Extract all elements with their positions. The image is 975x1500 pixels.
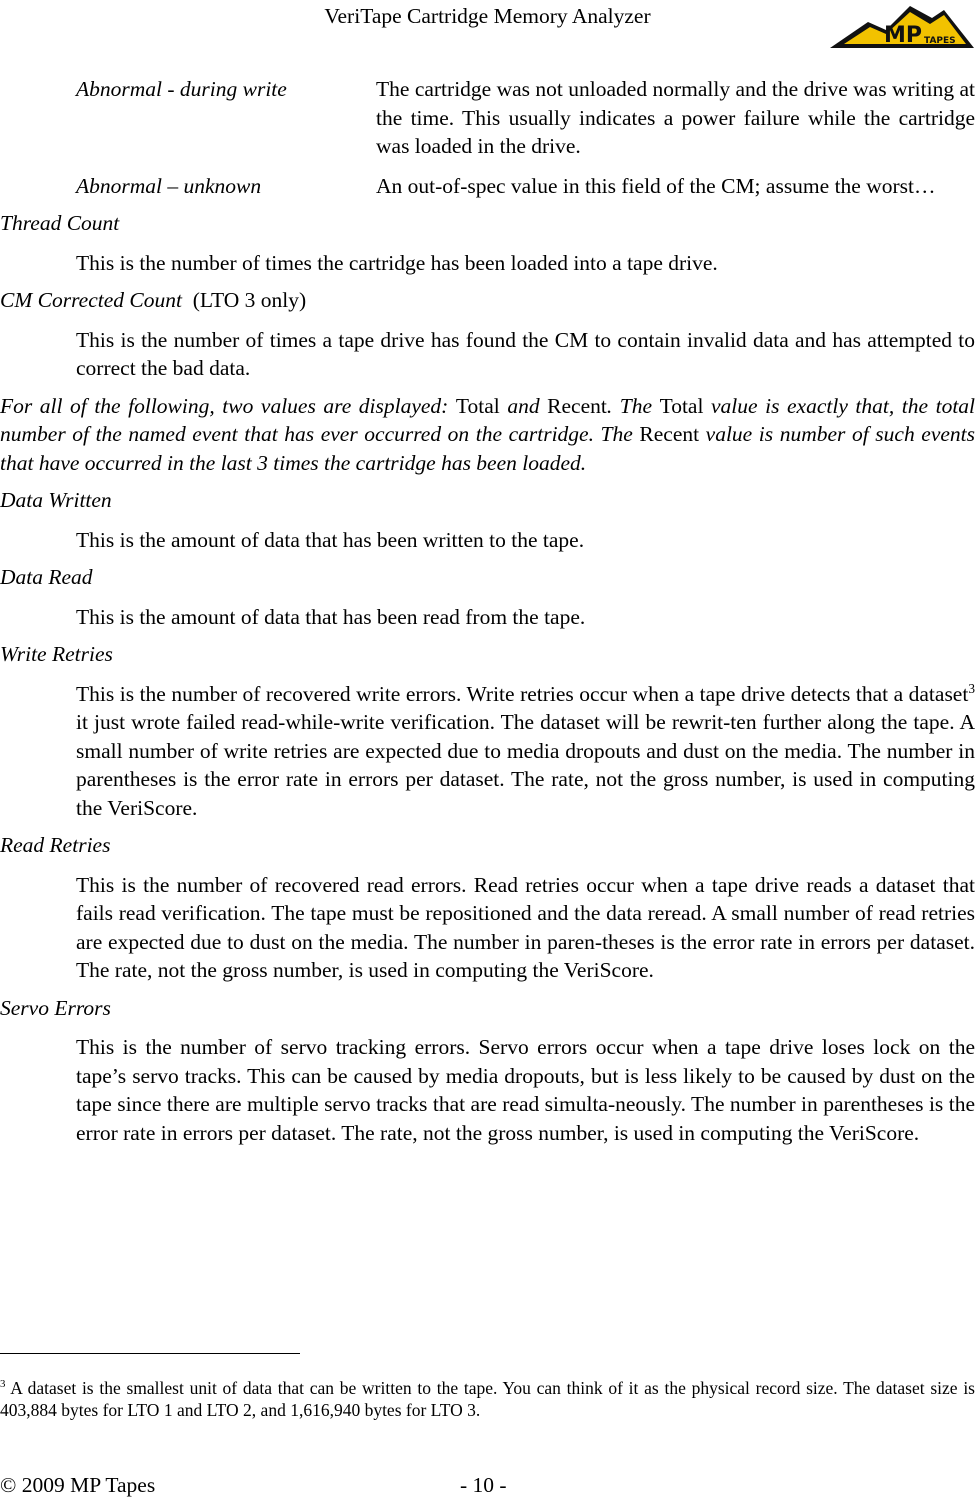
footnote <box>0 1377 975 1421</box>
definition-term: Abnormal - during write <box>76 77 287 101</box>
footnote-text: A dataset is the smallest unit of data that can be written to the tape. You can think of it as the physical record size. The dataset size is 403,884 bytes for LTO 1 and LTO 2, and 1,616,940 bytes for LTO 3. <box>0 1378 975 1420</box>
document-body <box>0 75 975 1147</box>
term-label: CM Corrected Count <box>0 288 182 312</box>
intro-paragraph <box>0 392 975 478</box>
intro-recent: Recent <box>639 422 700 446</box>
mp-tapes-logo <box>828 0 975 52</box>
term-data-written: Data Written <box>0 488 112 512</box>
term-cm-corrected-count <box>0 286 975 315</box>
definition-description: An out-of-spec value in this field of the CM; assume the worst… <box>376 173 936 198</box>
definition-abnormal-during-write <box>76 75 975 161</box>
term-read-retries: Read Retries <box>0 833 111 857</box>
intro-text: For all of the following, two values are displayed: <box>0 393 456 418</box>
desc-data-written: This is the amount of data that has been written to the tape. <box>76 527 585 552</box>
footnote-number: 3 <box>0 1378 6 1391</box>
intro-total: Total <box>659 393 704 418</box>
page-number: - 10 - <box>460 1473 507 1497</box>
desc-servo-errors: This is the number of servo tracking errors. Servo errors occur when a tape drive loses lock on the tape’s servo tracks. This can be caused by media dropouts, but is less likely to be caused by dust on the tape since there are multiple servo tracks that are read simulta-neously. The number in parentheses is the error rate in errors per dataset. The rate, not the gross number, is used in computing the VeriScore. <box>76 1035 975 1145</box>
footnote-reference[interactable]: 3 <box>968 680 975 696</box>
svg-text:TAPES: TAPES <box>924 36 956 46</box>
intro-text: . The <box>606 393 660 418</box>
desc-text: This is the number of recovered write errors. Write retries occur when a tape drive detects that a dataset <box>76 681 969 706</box>
svg-text:MP: MP <box>884 23 923 48</box>
page-header-title: VeriTape Cartridge Memory Analyzer <box>324 4 651 28</box>
desc-thread-count: This is the number of times the cartridge has been loaded into a tape drive. <box>76 250 718 275</box>
term-data-read: Data Read <box>0 565 93 589</box>
footnote-separator <box>0 1353 300 1354</box>
desc-text: it just wrote failed read-while-write verification. The dataset will be rewrit-ten further along the tape. A small number of write retries are expected due to media dropouts and dust on the media. The number in parentheses is the error rate in errors per dataset. The rate, not the gross number, is used in computing the VeriScore. <box>76 710 975 820</box>
footer-copyright: © 2009 MP Tapes <box>0 1473 156 1497</box>
term-note: (LTO 3 only) <box>192 288 307 312</box>
definition-term: Abnormal – unknown <box>76 173 262 198</box>
intro-text: value is number of such events that have occurred in the last 3 times the cartridge has been loaded. <box>0 422 975 475</box>
desc-cm-corrected-count: This is the number of times a tape drive has found the CM to contain invalid data and has attempted to correct the bad data. <box>76 327 975 380</box>
intro-recent: Recent <box>547 393 607 418</box>
desc-write-retries <box>76 680 975 823</box>
definition-description: The cartridge was not unloaded normally and the drive was writing at the time. This usually indicates a power failure while the cartridge was loaded in the drive. <box>376 77 975 158</box>
intro-text: and <box>499 393 548 418</box>
term-write-retries: Write Retries <box>0 642 113 666</box>
desc-read-retries: This is the number of recovered read errors. Read retries occur when a tape drive reads a dataset that fails read verification. The tape must be repositioned and the data reread. A small number of read retries are expected due to dust on the media. The number in paren-theses is the error rate in errors per dataset. The rate, not the gross number, is used in computing the VeriScore. <box>76 872 975 982</box>
desc-data-read: This is the amount of data that has been read from the tape. <box>76 604 586 629</box>
intro-total: Total <box>455 393 500 418</box>
term-servo-errors: Servo Errors <box>0 995 111 1020</box>
definition-abnormal-unknown <box>76 172 975 201</box>
term-thread-count: Thread Count <box>0 211 120 235</box>
intro-text: value is exactly that, the total number of the named event that has ever occurred on the cartridge. The <box>0 393 975 446</box>
